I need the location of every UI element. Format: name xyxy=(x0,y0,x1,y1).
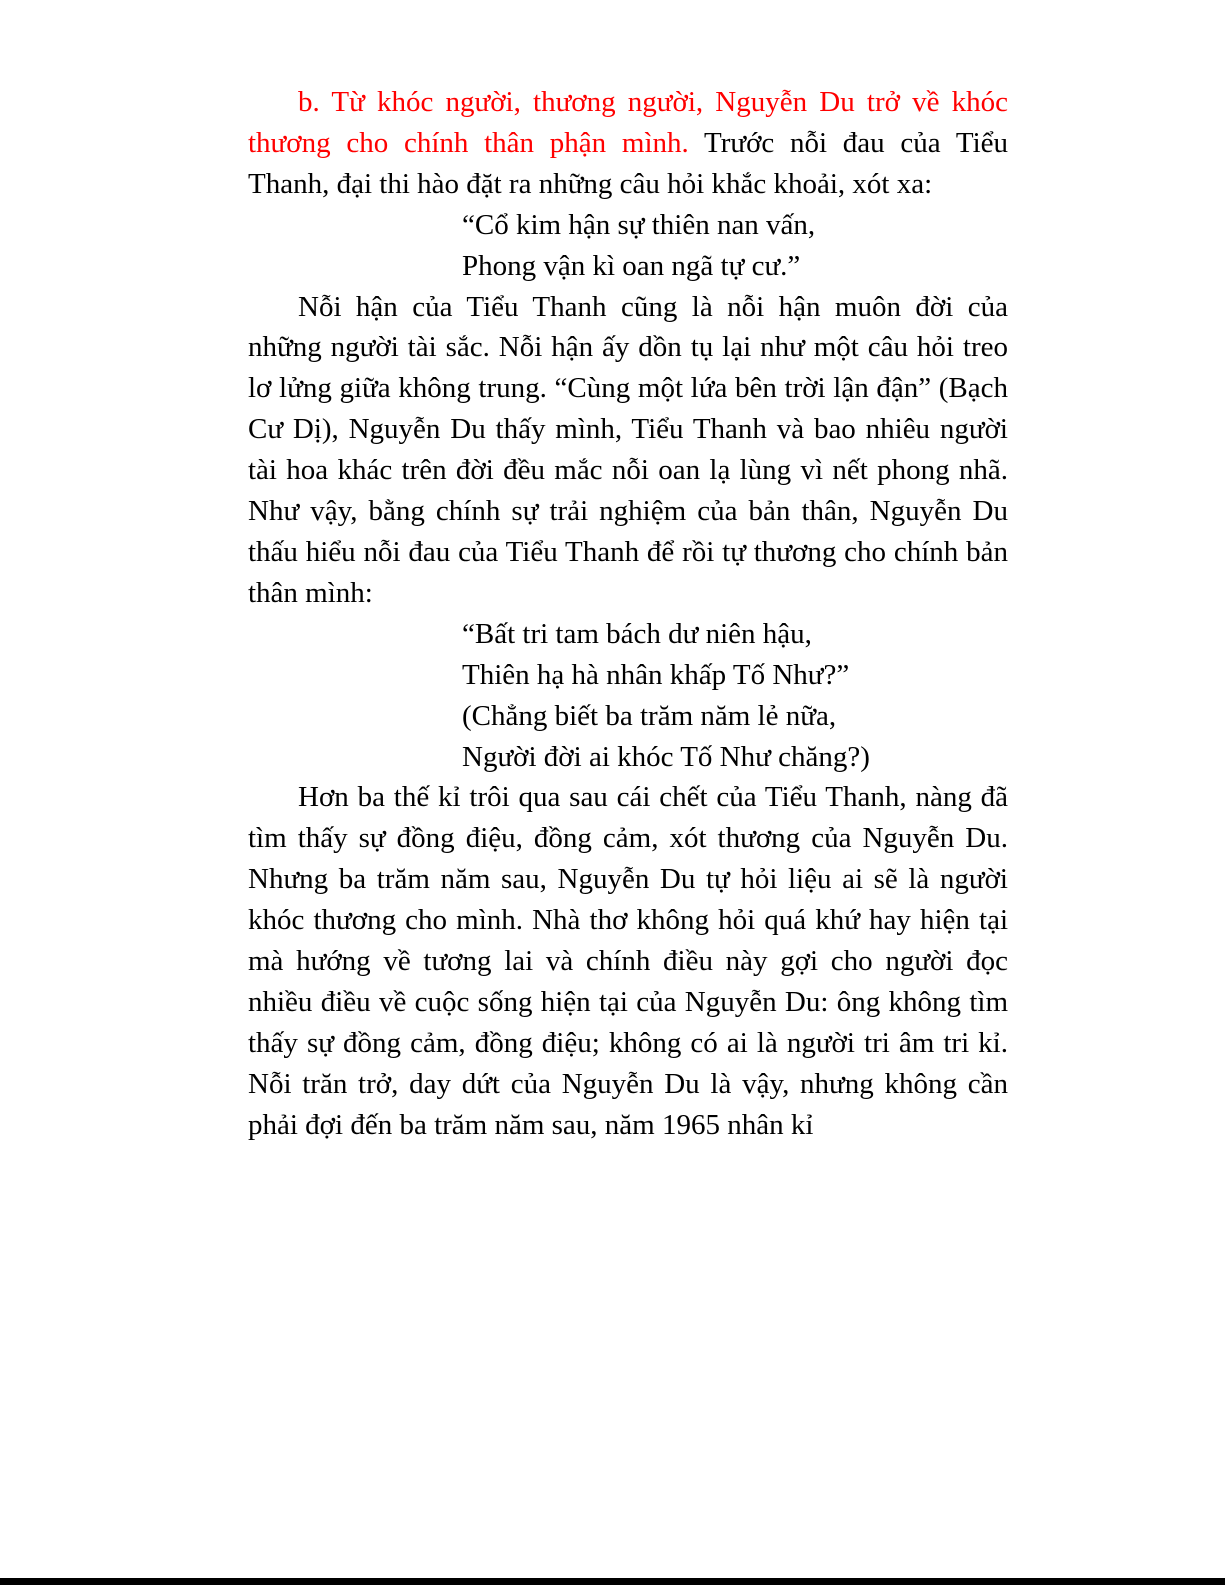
bottom-border-line xyxy=(0,1578,1225,1585)
poem-line: “Bất tri tam bách dư niên hậu, xyxy=(462,617,812,650)
poem-line: Thiên hạ hà nhân khấp Tố Như?” xyxy=(462,658,850,691)
paragraph-3: Hơn ba thế kỉ trôi qua sau cái chết của Tiểu Thanh, nàng đã tìm thấy sự đồng điệu, đồng cảm, xót thương của Nguyễn Du. Nhưng ba trăm năm sau, Nguyễn Du tự hỏi liệu ai sẽ là người khóc thương cho mình. Nhà thơ không hỏi quá khứ hay hiện tại mà hướng về tương lai và chính điều này gợi cho người đọc nhiều điều về cuộc sống hiện tại của Nguyễn Du: ông không tìm thấy sự đồng cảm, đồng điệu; không có ai là người tri âm tri kỉ. Nỗi trăn trở, day dứt của Nguyễn Du là vậy, nhưng không cần phải đợi đến ba trăm năm sau, năm 1965 nhân kỉ xyxy=(248,781,1008,1141)
poem-translation-line: Người đời ai khóc Tố Như chăng?) xyxy=(462,740,870,773)
poem-quote-2 xyxy=(248,614,1008,778)
poem-line: Phong vận kì oan ngã tự cư.” xyxy=(462,249,801,282)
section-intro-paragraph xyxy=(248,82,1008,205)
poem-line: “Cổ kim hận sự thiên nan vấn, xyxy=(462,208,816,241)
poem-quote-1 xyxy=(248,205,1008,287)
body-text-block xyxy=(248,82,1008,1146)
section-heading: b. Từ khóc người, thương người, Nguyễn Du trở về khóc thương cho chính thân phận mình. xyxy=(248,86,1008,159)
paragraph-2: Nỗi hận của Tiểu Thanh cũng là nỗi hận muôn đời của những người tài sắc. Nỗi hận ấy dồn tụ lại như một câu hỏi treo lơ lửng giữa không trung. “Cùng một lứa bên trời lận đận” (Bạch Cư Dị), Nguyễn Du thấy mình, Tiểu Thanh và bao nhiêu người tài hoa khác trên đời đều mắc nỗi oan lạ lùng vì nết phong nhã. Như vậy, bằng chính sự trải nghiệm của bản thân, Nguyễn Du thấu hiểu nỗi đau của Tiểu Thanh để rồi tự thương cho chính bản thân mình: xyxy=(248,290,1008,609)
section-intro-text: Trước nỗi đau của Tiểu Thanh, đại thi hào đặt ra những câu hỏi khắc khoải, xót xa: xyxy=(248,126,1009,200)
poem-translation-line: (Chẳng biết ba trăm năm lẻ nữa, xyxy=(462,699,837,732)
